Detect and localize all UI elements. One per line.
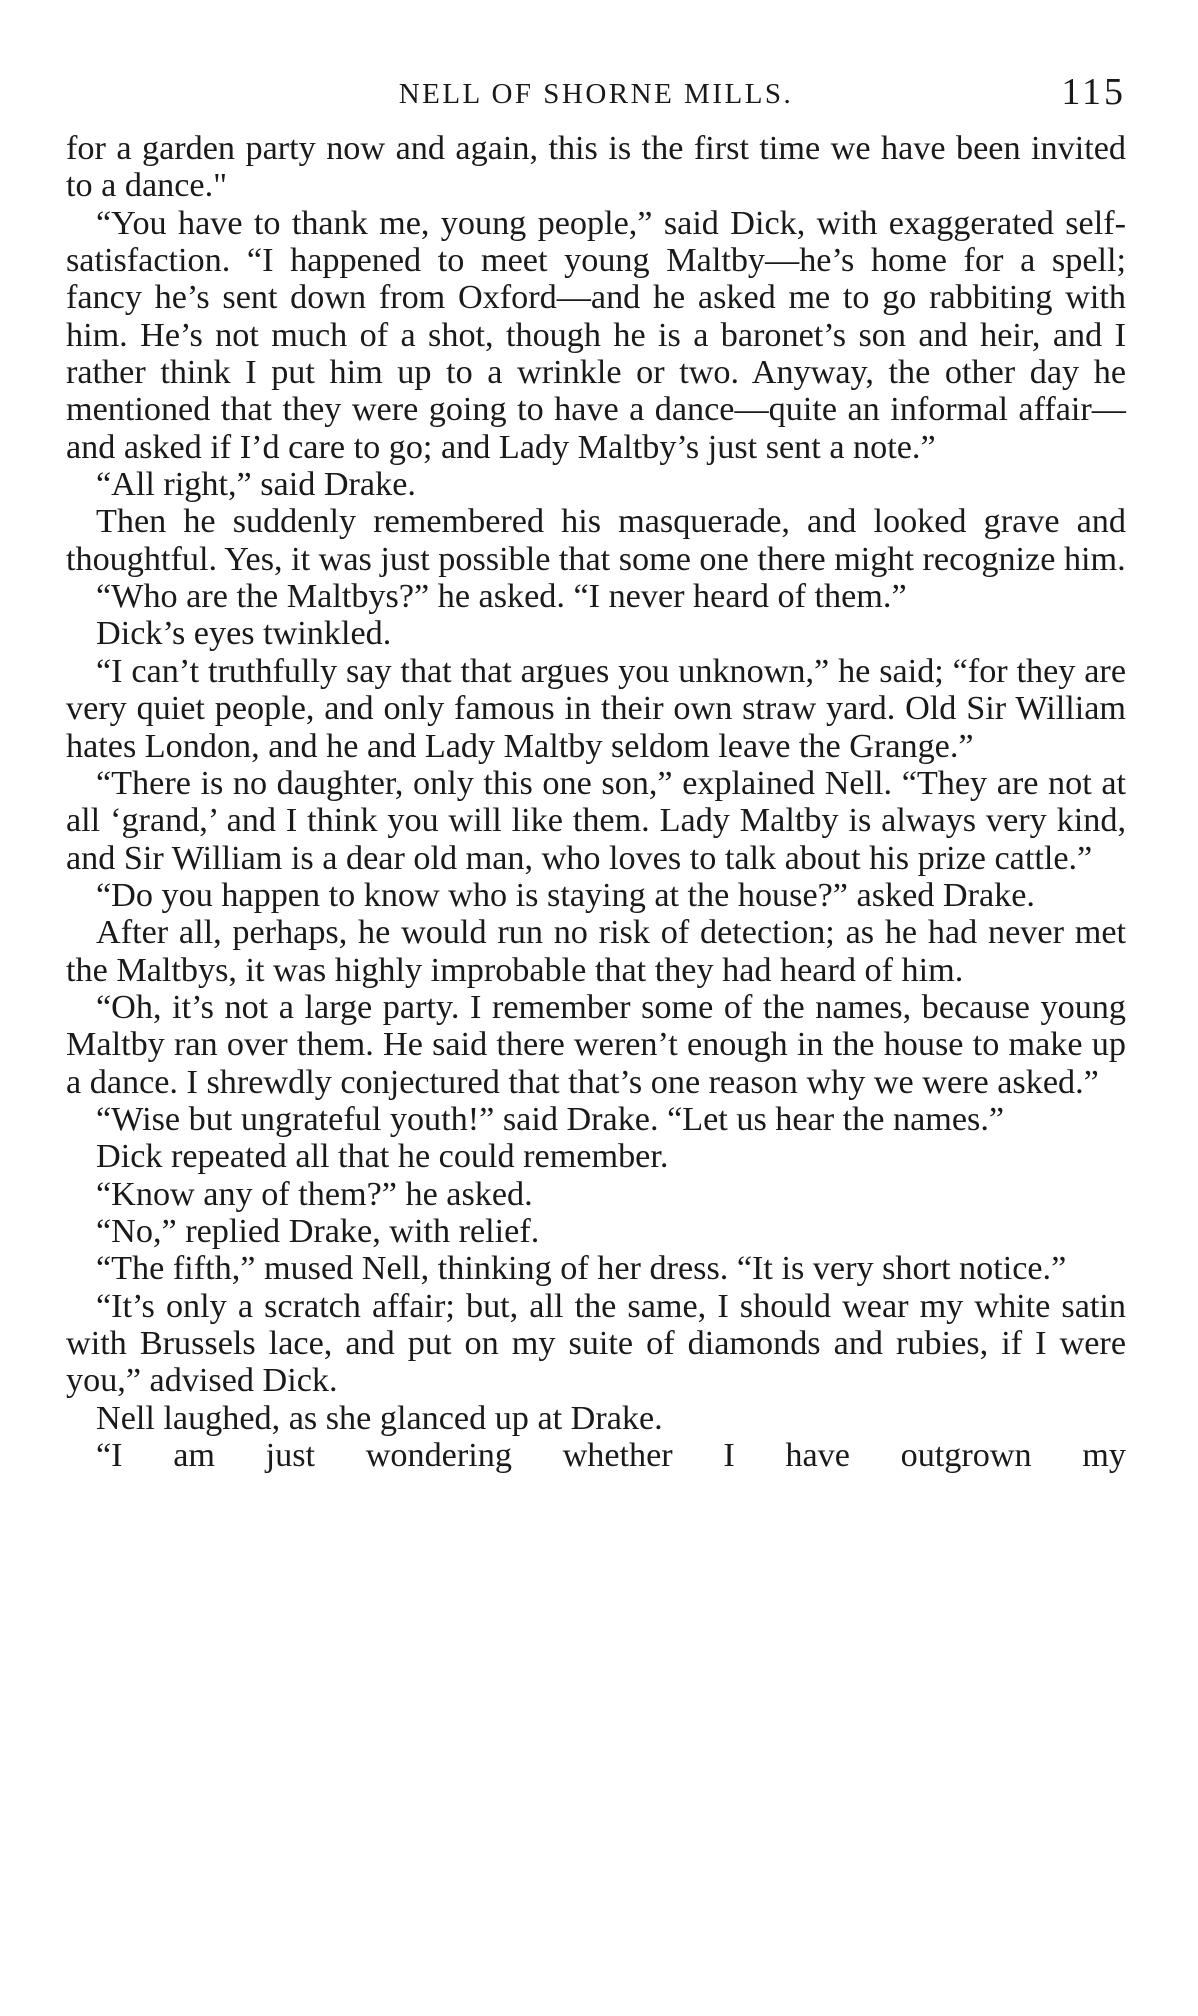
paragraph: “Who are the Maltbys?” he asked. “I never heard of them.”	[96, 578, 907, 616]
paragraph: “Oh, it’s not a large party. I remember some of the names, because young Maltby ran over them. He said there weren’t enough in the house to make up a dance. I shrewdly conjectured that that’s one reason why we were asked.”	[66, 988, 1126, 1101]
paragraph: “Do you happen to know who is staying at the house?” asked Drake.	[96, 876, 1035, 914]
paragraph: “You have to thank me, young people,” said Dick, with exaggerated self-satisfaction. “I happened to meet young Maltby—he’s home for a spell; fancy he’s sent down from Oxford—and he asked me to go rabbiting with him. He’s not much of a shot, though he is a baronet’s son and heir, and I rather think I put him up to a wrinkle or two. Anyway, the other day he mentioned that they were going to have a dance—quite an informal affair—and asked if I’d care to go; and Lady Maltby’s just sent a note.”	[66, 204, 1126, 466]
body-text	[66, 130, 1126, 1474]
paragraph: “Know any of them?” he asked.	[96, 1175, 533, 1213]
book-page	[66, 60, 1126, 1474]
page-header	[66, 60, 1126, 130]
paragraph: “No,” replied Drake, with relief.	[96, 1212, 540, 1250]
paragraph: Dick’s eyes twinkled.	[96, 615, 392, 653]
page-number: 115	[1061, 71, 1126, 113]
paragraph: “Wise but ungrateful youth!” said Drake. “Let us hear the names.”	[96, 1100, 1005, 1138]
paragraph: Then he suddenly remembered his masquerade, and looked grave and thoughtful. Yes, it was just possible that some one there might recognize him.	[66, 503, 1126, 578]
paragraph: for a garden party now and again, this is the first time we have been invited to a dance."	[66, 130, 1126, 205]
running-head: NELL OF SHORNE MILLS.	[398, 78, 794, 110]
paragraph: “I am just wondering whether I have outgrown my	[96, 1437, 1126, 1475]
paragraph: Dick repeated all that he could remember.	[96, 1138, 669, 1176]
paragraph: “It’s only a scratch affair; but, all the same, I should wear my white satin with Brussels lace, and put on my suite of diamonds and rubies, if I were you,” advised Dick.	[66, 1287, 1126, 1400]
paragraph: “There is no daughter, only this one son,” explained Nell. “They are not at all ‘grand,’ and I think you will like them. Lady Maltby is always very kind, and Sir William is a dear old man, who loves to talk about his prize cattle.”	[66, 764, 1126, 877]
paragraph: “The fifth,” mused Nell, thinking of her dress. “It is very short notice.”	[96, 1250, 1067, 1288]
paragraph: “All right,” said Drake.	[96, 466, 416, 504]
paragraph: After all, perhaps, he would run no risk of detection; as he had never met the Maltbys, it was highly improbable that they had heard of him.	[66, 914, 1126, 989]
paragraph: “I can’t truthfully say that that argues you unknown,” he said; “for they are very quiet people, and only famous in their own straw yard. Old Sir William hates London, and he and Lady Maltby seldom leave the Grange.”	[66, 652, 1126, 765]
paragraph: Nell laughed, as she glanced up at Drake.	[96, 1399, 663, 1437]
